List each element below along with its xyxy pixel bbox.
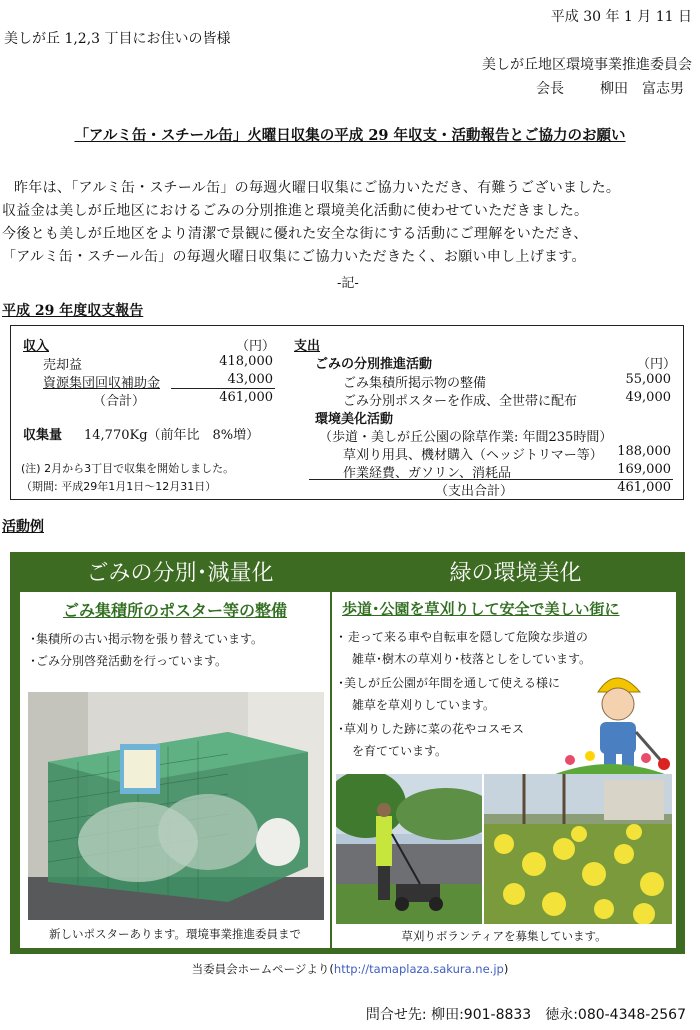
homepage-prefix: 当委員会ホームページより( [191,962,334,976]
expense-row-label: 作業経費、ガソリン、消耗品 [343,466,511,481]
collection-label: 収集量 [23,428,63,443]
contact-info: 問合せ先: 柳田:901-8833 徳永:080-4348-2567 [365,1007,686,1023]
expense-section1-title: ごみの分別推進活動 [315,357,433,372]
left-card-bullet: ･集積所の古い掲示物を張り替えています。 [30,632,264,646]
activities-panel [10,552,685,954]
income-row-value: 43,000 [227,372,273,387]
homepage-link[interactable]: http://tamaplaza.sakura.ne.jp [333,962,504,976]
right-card [332,592,676,948]
homepage-credit [0,961,700,977]
intro-line: 今後とも美しが丘地区をより清潔で景観に優れた安全な街にする活動にご理解をいただき、 [2,226,588,242]
income-total-rule [171,388,275,389]
income-label: 収入 [23,339,50,354]
right-card-bullet: を育てています。 [352,744,448,758]
expense-row-value: 188,000 [617,444,671,459]
right-card-bullet: ･美しが丘公園が年間を通して使える様に [338,676,561,690]
expense-section1-unit: （円） [637,357,677,372]
left-card-title: ごみ集積所のポスター等の整備 [62,601,287,620]
activities-heading: 活動例 [2,519,44,535]
addressee: 美しが丘 1,2,3 丁目にお住いの皆様 [4,31,231,47]
report-note: (注) 2月から3丁目で収集を開始しました。 [21,462,235,475]
income-total-value: 461,000 [219,390,273,405]
sender-name: 柳田 富志男 [600,81,684,97]
left-panel-header: ごみの分別･減量化 [86,561,274,586]
income-row-label: 資源集団回収補助金 [43,376,161,391]
document-title: 「アルミ缶・スチール缶」火曜日収集の平成 29 年収支・活動報告とご協力のお願い [74,127,626,144]
income-row-value: 418,000 [219,354,273,369]
right-card-bullet: 雑草･樹木の草刈り･枝落としをしています。 [352,652,592,666]
expense-total-value: 461,000 [617,480,671,495]
expense-row-value: 55,000 [625,372,671,387]
sender-role: 会長 [536,81,564,97]
collection-cage-photo [28,692,324,920]
expense-row-label: 草刈り用具、機材購入（ヘッジトリマー等） [343,448,603,463]
income-total-label: （合計） [93,394,146,409]
expense-row-label: ごみ集積所掲示物の整備 [343,376,487,391]
rapeseed-flowers-photo [484,774,672,924]
expense-section2-sub: （歩道・美しが丘公園の除草作業: 年間235時間） [319,430,613,445]
homepage-suffix: ) [503,962,509,976]
right-card-title: 歩道･公園を草刈りして安全で美しい街に [342,600,620,618]
report-note: （期間: 平成29年1月1日〜12月31日） [21,480,217,493]
expense-label: 支出 [294,339,321,354]
right-card-caption: 草刈りボランティアを募集しています。 [401,929,607,943]
flowers-illustration [550,742,670,776]
sender-org: 美しが丘地区環境事業推進委員会 [482,57,692,73]
date: 平成 30 年 1 月 11 日 [550,9,692,25]
expense-row-label: ごみ分別ポスターを作成、全世帯に配布 [343,394,578,409]
left-card-caption: 新しいポスターあります。環境事業推進委員まで [48,927,302,941]
income-unit: （円） [236,339,276,354]
expense-row-value: 169,000 [617,462,671,477]
intro-line: 収益金は美しが丘地区におけるごみの分別推進と環境美化活動に使わせていただきました。 [2,203,589,219]
income-row-label: 売却益 [43,358,83,373]
right-card-bullet: 雑草を草刈りしています。 [352,698,496,712]
expense-row-value: 49,000 [625,390,671,405]
intro-line: 「アルミ缶・スチール缶」の毎週火曜日収集にご協力いただきたく、お願い申し上げます。 [2,249,586,265]
expense-total-label: （支出合計） [435,484,514,499]
right-card-bullet: ･草刈りした跡に菜の花やコスモス [338,722,525,736]
left-card [20,592,330,948]
right-card-bullet: ･ 走って来る車や自転車を隠して危険な歩道の [338,630,588,644]
intro-line: 昨年は、「アルミ缶・スチール缶」の毎週火曜日収集にご協力いただき、有難うございました。 [14,180,621,196]
mowing-volunteer-photo [336,774,482,924]
report-heading: 平成 29 年度収支報告 [2,303,144,319]
expense-section2-title: 環境美化活動 [315,412,394,427]
left-card-bullet: ･ごみ分別啓発活動を行っています。 [30,654,228,668]
collection-value: 14,770Kg（前年比 8%増） [84,428,260,443]
report-table [10,325,684,500]
ki-mark: -記- [337,276,359,291]
right-panel-header: 緑の環境美化 [449,561,582,586]
